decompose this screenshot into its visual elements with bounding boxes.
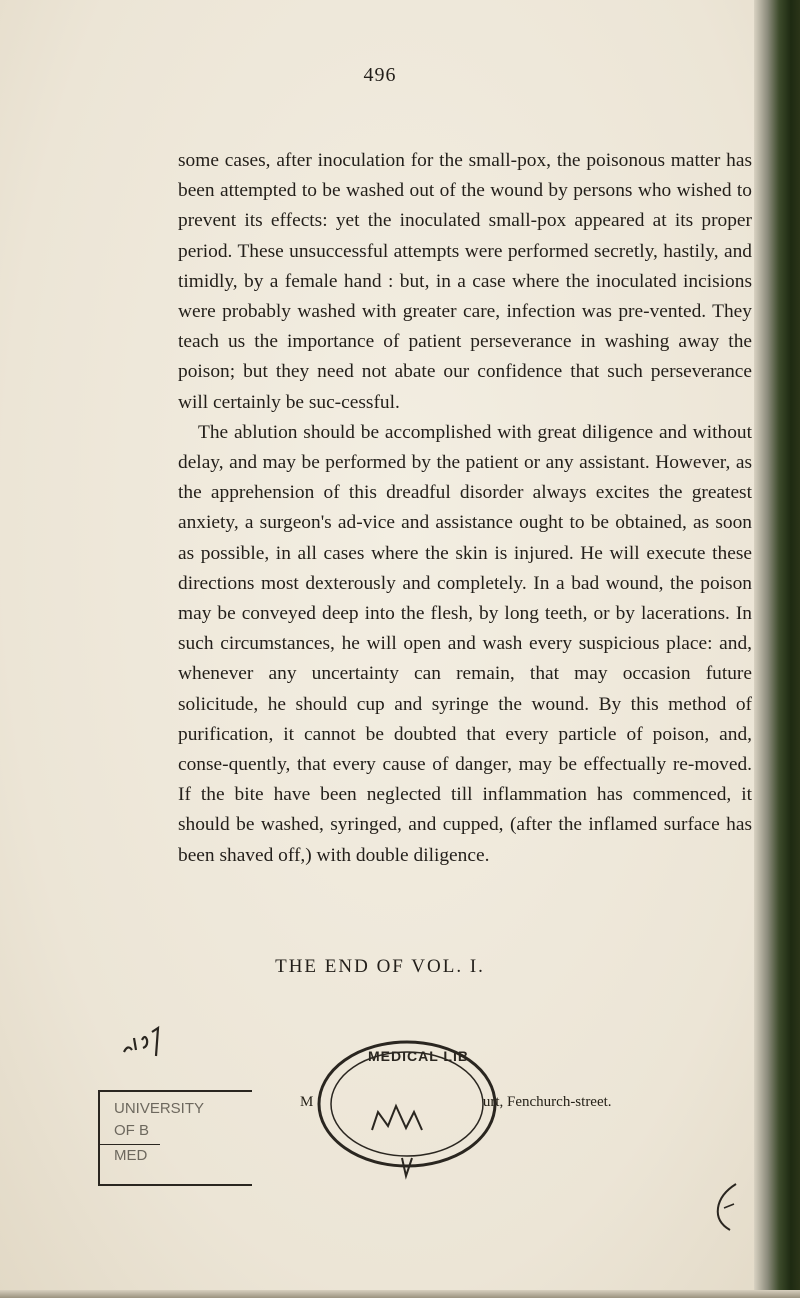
library-stamp-line2: OF B: [114, 1122, 150, 1139]
end-of-volume-heading: THE END OF VOL. I.: [275, 956, 485, 977]
printer-tail: urt, Fenchurch-street.: [482, 1094, 612, 1110]
page-bottom-edge: [0, 1290, 800, 1298]
printer-head: M: [300, 1094, 314, 1110]
handwritten-mark-icon: [116, 1002, 176, 1062]
corner-flourish-icon: [706, 1178, 746, 1238]
paragraph-1: some cases, after inoculation for the small-pox, the poisonous matter has been attempted to be washed out of the wound by persons who wished to prevent its effects: yet the inoculated small-pox appeared at its proper period. These unsuccessful attempts were performed secretly, hastily, and timidly, by a female hand : but, in a case where the inoculated incisions were probably washed with greater care, infection was pre-vented. They teach us the importance of patient perseverance in washing away the poison; but they need not abate our confidence that such perseverance will certainly be suc-cessful.: [178, 150, 752, 413]
printer-colophon: [300, 1094, 612, 1111]
library-stamp-line3: MED: [114, 1147, 148, 1164]
paragraph-2: The ablution should be accomplished with great diligence and without delay, and may be performed by the patient or any assistant. However, as the apprehension of this dreadful disorder always excites the greatest anxiety, a surgeon's ad-vice and assistance ought to be obtained, as soon as possible, in all cases where the skin is injured. He will execute these directions most dexterously and completely. In a bad wound, the poison may be conveyed deep into the flesh, by long teeth, or by lacerations. In such circumstances, he will open and wash every suspicious place: and, whenever any uncertainty can remain, that may occasion future solicitude, he should cup and syringe the wound. By this method of purification, it cannot be doubted that every particle of poison, and, conse-quently, that every cause of danger, may be effectually re-moved. If the bite have been neglected till inflammation has commenced, it should be washed, syringed, and cupped, (after the inflamed surface has been shaved off,) with double diligence.: [178, 421, 752, 866]
seal-text: MEDICAL LIB: [368, 1048, 469, 1064]
library-stamp-line1: UNIVERSITY: [114, 1100, 205, 1117]
library-stamp: [98, 1090, 252, 1186]
page-binding-edge: [754, 0, 800, 1298]
body-text: [178, 146, 752, 871]
page-number: 496: [363, 64, 397, 86]
